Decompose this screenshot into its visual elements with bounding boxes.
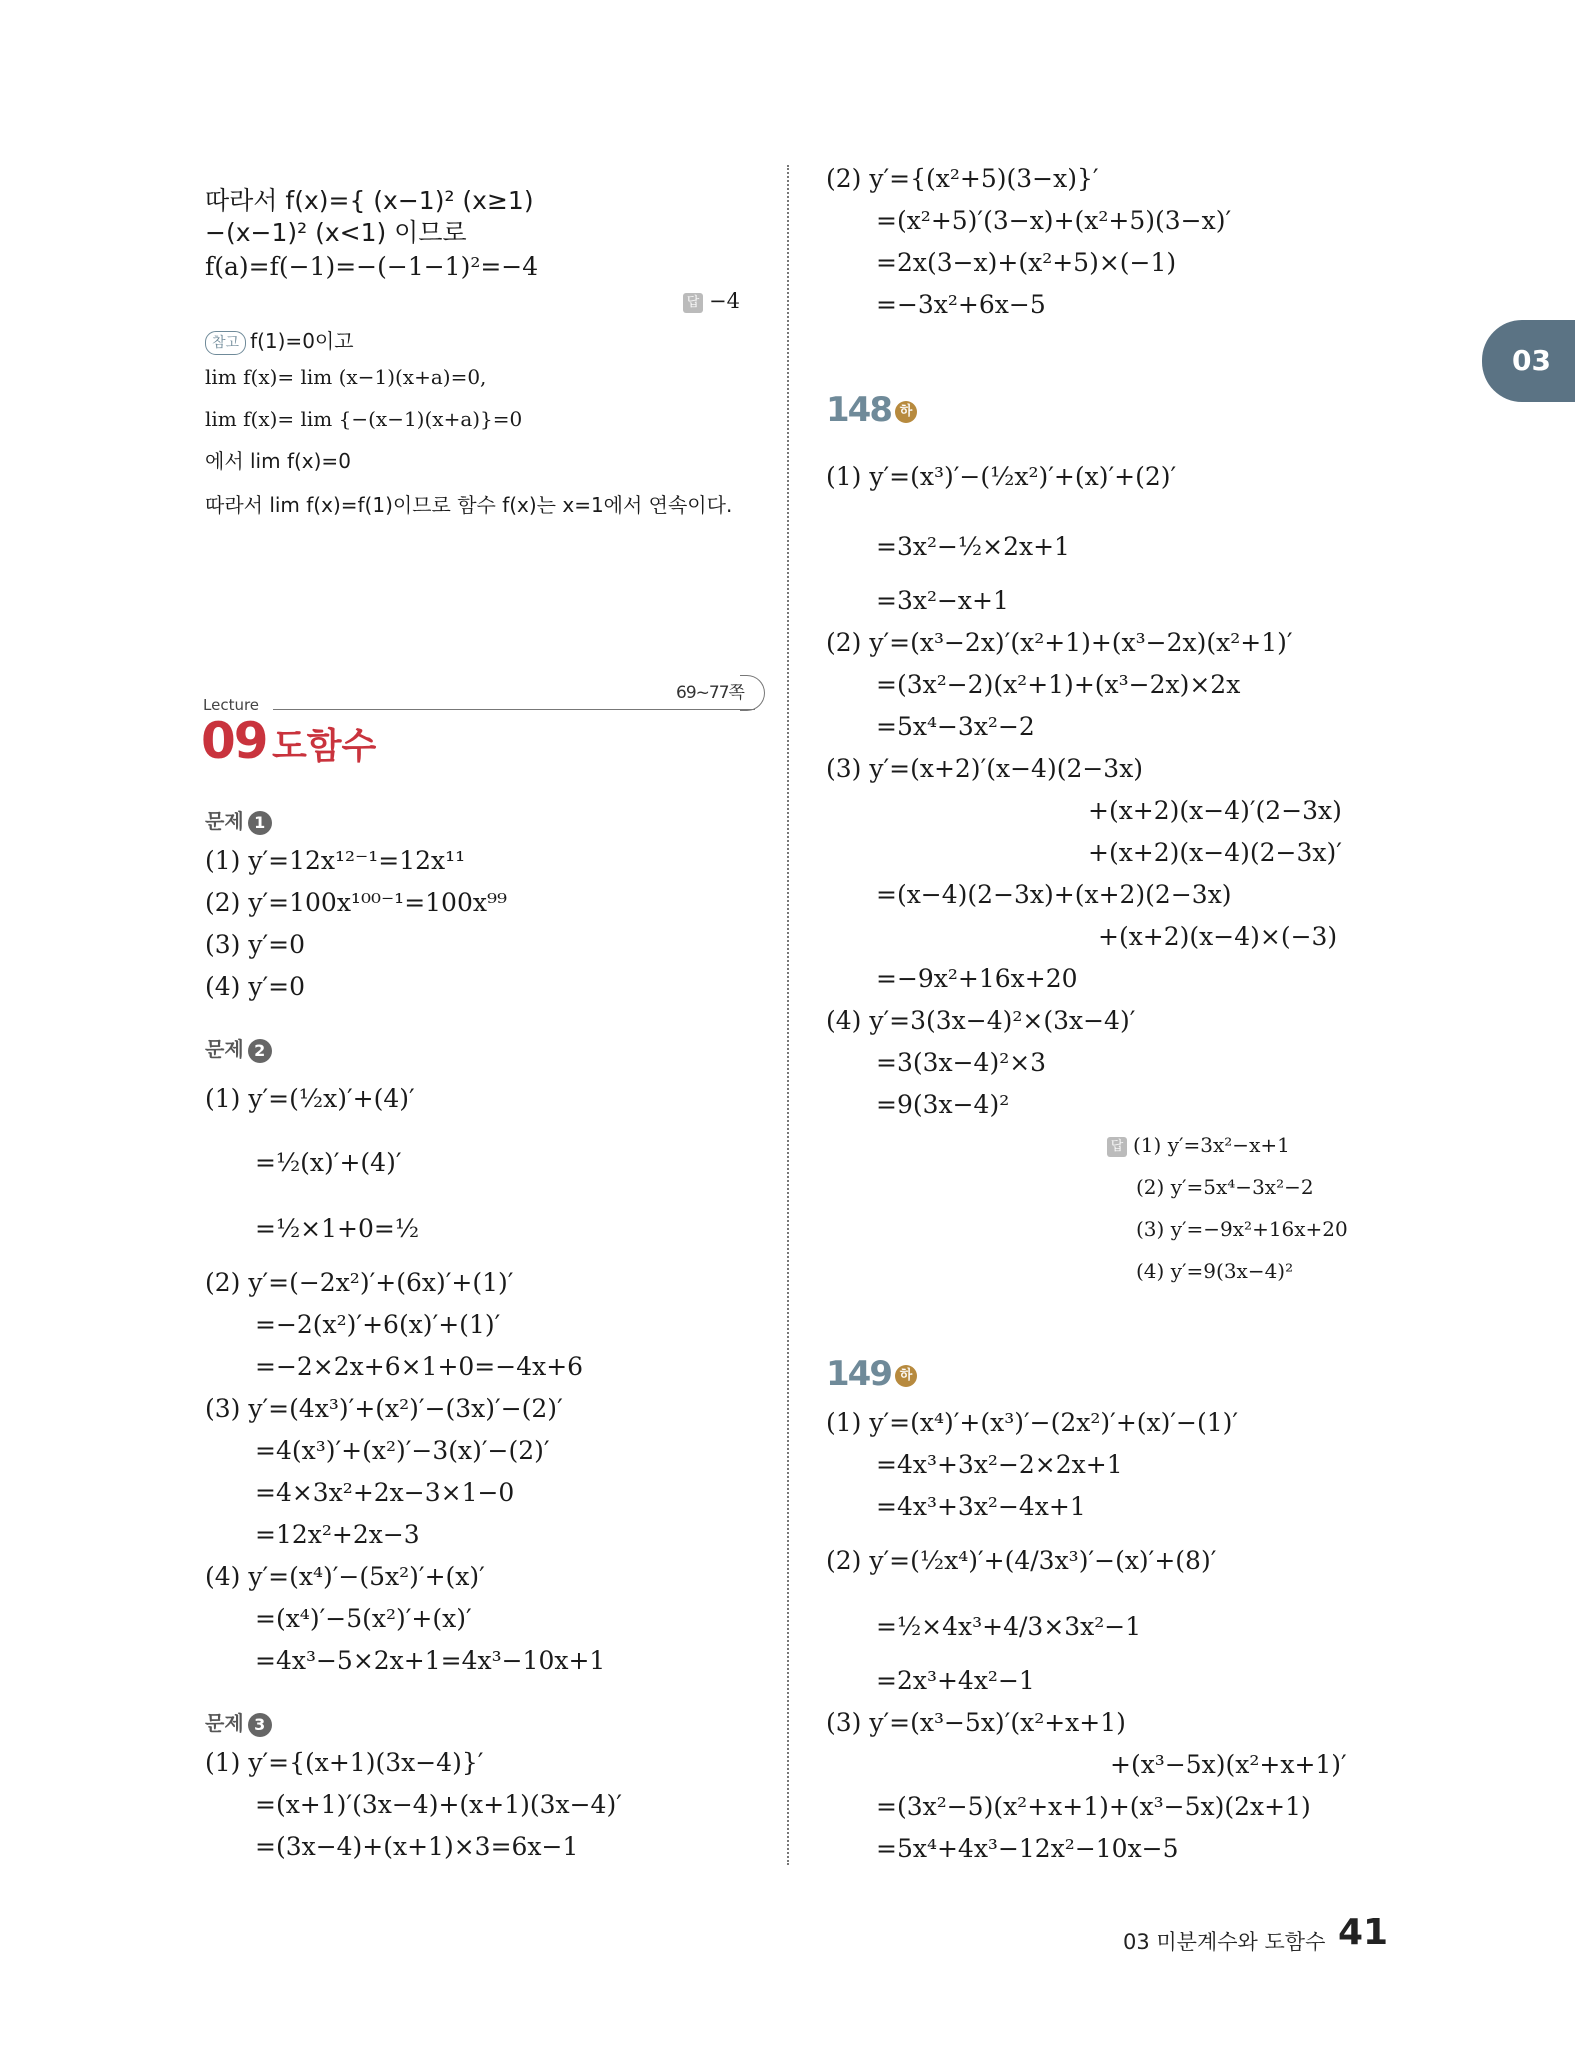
p149-line-8: +(x³−5x)(x²+x+1)′ <box>1110 1750 1347 1779</box>
p149-line-2: =4x³+3x²−2×2x+1 <box>876 1450 1123 1479</box>
p1-line-1: (1) y′=12x¹²⁻¹=12x¹¹ <box>205 846 466 875</box>
lecture-pages: 69~77쪽 <box>676 683 744 703</box>
note-line-1 <box>205 326 354 356</box>
answer-icon: 답 <box>683 293 703 313</box>
right-top-line-3: =2x(3−x)+(x²+5)×(−1) <box>876 248 1177 277</box>
left-top-line-3: f(a)=f(−1)=−(−1−1)²=−4 <box>205 252 539 281</box>
p2-line-12: =(x⁴)′−5(x²)′+(x)′ <box>255 1604 472 1633</box>
left-top-line-1: 따라서 f(x)={ (x−1)² (x≥1) <box>205 186 534 215</box>
p2-line-2: =½(x)′+(4)′ <box>255 1148 402 1177</box>
problem-1-heading <box>205 805 272 835</box>
lecture-number: 09 <box>201 712 267 770</box>
note-line-4: 에서 lim f(x)=0 <box>205 449 351 473</box>
problem-149-heading <box>826 1354 917 1394</box>
p148-answer-1 <box>1107 1130 1290 1160</box>
p149-line-9: =(3x²−5)(x²+x+1)+(x³−5x)(2x+1) <box>876 1792 1311 1821</box>
p148-line-3: =3x²−x+1 <box>876 586 1009 615</box>
p148-line-14: =3(3x−4)²×3 <box>876 1048 1047 1077</box>
p148-line-5: =(3x²−2)(x²+1)+(x³−2x)×2x <box>876 670 1241 699</box>
problem-2-label: 문제 <box>205 1037 244 1061</box>
lecture-title: 도함수 <box>272 726 377 767</box>
problem-3-heading <box>205 1707 272 1737</box>
right-top-line-2: =(x²+5)′(3−x)+(x²+5)(3−x)′ <box>876 206 1232 235</box>
left-top-answer <box>683 286 740 316</box>
p1-line-2: (2) y′=100x¹⁰⁰⁻¹=100x⁹⁹ <box>205 888 508 917</box>
p148-line-12: =−9x²+16x+20 <box>876 964 1078 993</box>
problem-148-level: 하 <box>895 401 917 423</box>
p1-line-3: (3) y′=0 <box>205 930 306 959</box>
p148-line-8: +(x+2)(x−4)′(2−3x) <box>1088 796 1342 825</box>
answer-icon: 답 <box>1107 1137 1127 1157</box>
p2-line-10: =12x²+2x−3 <box>255 1520 420 1549</box>
p2-line-1: (1) y′=(½x)′+(4)′ <box>205 1084 415 1113</box>
problem-149-number: 149 <box>826 1354 891 1394</box>
problem-1-label: 문제 <box>205 809 244 833</box>
column-divider <box>787 165 789 1865</box>
p149-line-10: =5x⁴+4x³−12x²−10x−5 <box>876 1834 1179 1863</box>
p2-line-7: (3) y′=(4x³)′+(x²)′−(3x)′−(2)′ <box>205 1394 563 1423</box>
p2-line-6: =−2×2x+6×1+0=−4x+6 <box>255 1352 584 1381</box>
p2-line-13: =4x³−5×2x+1=4x³−10x+1 <box>255 1646 606 1675</box>
lecture-header-rule <box>273 709 755 710</box>
p149-line-3: =4x³+3x²−4x+1 <box>876 1492 1086 1521</box>
p148-answer-2: (2) y′=5x⁴−3x²−2 <box>1136 1175 1314 1199</box>
p148-line-1: (1) y′=(x³)′−(½x²)′+(x)′+(2)′ <box>826 462 1177 491</box>
note-text-1: f(1)=0이고 <box>250 329 354 353</box>
right-top-line-4: =−3x²+6x−5 <box>876 290 1046 319</box>
p148-line-2: =3x²−½×2x+1 <box>876 532 1070 561</box>
p1-line-4: (4) y′=0 <box>205 972 306 1001</box>
p148-answer-3: (3) y′=−9x²+16x+20 <box>1136 1217 1348 1241</box>
p149-line-6: =2x³+4x²−1 <box>876 1666 1035 1695</box>
problem-3-label: 문제 <box>205 1711 244 1735</box>
footer-chapter-title: 03 미분계수와 도함수 <box>1123 1930 1326 1954</box>
p149-line-1: (1) y′=(x⁴)′+(x³)′−(2x²)′+(x)′−(1)′ <box>826 1408 1239 1437</box>
lecture-header-curve <box>740 675 765 711</box>
problem-148-number: 148 <box>826 390 891 430</box>
p2-line-5: =−2(x²)′+6(x)′+(1)′ <box>255 1310 501 1339</box>
problem-3-badge: 3 <box>248 1713 272 1737</box>
p148-line-6: =5x⁴−3x²−2 <box>876 712 1035 741</box>
p3-line-1: (1) y′={(x+1)(3x−4)}′ <box>205 1748 484 1777</box>
problem-2-badge: 2 <box>248 1039 272 1063</box>
note-line-5: 따라서 lim f(x)=f(1)이므로 함수 f(x)는 x=1에서 연속이다. <box>205 493 733 517</box>
p148-answer-4: (4) y′=9(3x−4)² <box>1136 1259 1294 1283</box>
lecture-label: Lecture <box>203 696 260 714</box>
p148-line-4: (2) y′=(x³−2x)′(x²+1)+(x³−2x)(x²+1)′ <box>826 628 1293 657</box>
p148-line-11: +(x+2)(x−4)×(−3) <box>1098 922 1338 951</box>
note-line-3: lim f(x)= lim {−(x−1)(x+a)}=0 <box>205 407 523 431</box>
chapter-tab: 03 <box>1482 320 1575 402</box>
left-top-line-2: −(x−1)² (x<1) 이므로 <box>205 218 467 247</box>
p2-line-4: (2) y′=(−2x²)′+(6x)′+(1)′ <box>205 1268 514 1297</box>
p2-line-9: =4×3x²+2x−3×1−0 <box>255 1478 515 1507</box>
p2-line-8: =4(x³)′+(x²)′−3(x)′−(2)′ <box>255 1436 550 1465</box>
p148-answer-1-text: (1) y′=3x²−x+1 <box>1133 1133 1290 1157</box>
p3-line-2: =(x+1)′(3x−4)+(x+1)(3x−4)′ <box>255 1790 622 1819</box>
problem-1-badge: 1 <box>248 811 272 835</box>
note-line-2: lim f(x)= lim (x−1)(x+a)=0, <box>205 365 487 389</box>
p149-line-4: (2) y′=(½x⁴)′+(4/3x³)′−(x)′+(8)′ <box>826 1546 1217 1575</box>
p148-line-10: =(x−4)(2−3x)+(x+2)(2−3x) <box>876 880 1232 909</box>
p148-line-9: +(x+2)(x−4)(2−3x)′ <box>1088 838 1342 867</box>
p149-line-5: =½×4x³+4/3×3x²−1 <box>876 1612 1142 1641</box>
p148-line-13: (4) y′=3(3x−4)²×(3x−4)′ <box>826 1006 1136 1035</box>
problem-149-level: 하 <box>895 1365 917 1387</box>
p148-line-7: (3) y′=(x+2)′(x−4)(2−3x) <box>826 754 1144 783</box>
problem-2-heading <box>205 1033 272 1063</box>
note-icon: 참고 <box>205 331 246 355</box>
right-top-line-1: (2) y′={(x²+5)(3−x)}′ <box>826 164 1099 193</box>
left-top-answer-value: −4 <box>709 289 740 313</box>
page-number: 41 <box>1338 1912 1389 1953</box>
p3-line-3: =(3x−4)+(x+1)×3=6x−1 <box>255 1832 579 1861</box>
p2-line-11: (4) y′=(x⁴)′−(5x²)′+(x)′ <box>205 1562 485 1591</box>
p2-line-3: =½×1+0=½ <box>255 1214 420 1243</box>
p148-line-15: =9(3x−4)² <box>876 1090 1010 1119</box>
p149-line-7: (3) y′=(x³−5x)′(x²+x+1) <box>826 1708 1126 1737</box>
problem-148-heading <box>826 390 917 430</box>
